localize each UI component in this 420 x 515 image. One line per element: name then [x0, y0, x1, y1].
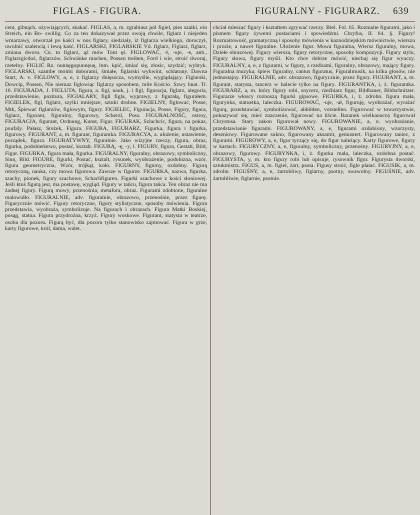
right-column-text: chciał mieszać figury i kształtem zgrywać rzeczy. Biel. Fol. 65. Rozmaite figurami, jako i pismem figury żywemi postaciami i spowiedźmi. Chryfus, II. 64. §. Figury! Rozmaitowość, gramatyczną i sposoby mówienia w kaznodziejskim mównictwie, wierszu i prozie, a nawet figuralne. Ułożenie figur. Mowa figuralna, Wiersz figuralny, mowa, Dziełe obrazowej. Figury wiersza, figury retoryczne, sposoby kompozycji. Figury stylu, Figury słowa, figury myśli. Kto chce dobrze mówić, niechaj się figur wyuczy. FIGURALNY, a, e, z figurami, w figury, z rzeźbami, figuralny, obrazowy, mający figury. Figuralna muzyka, śpiew figuralny, cantus figuratus, Figuralmusik, na kilka głosów, nie jednostajny. FIGURALNIE, adv. obrazowo, figurycznie, przez figury. FIGURANT, a, m. figurant, statysta, tancerz w balecie tylko na figury. FIGURANTKA, i, ż. figurantka. FIGURARZ, a, m. który figury robi, snycerz, rzeźbiarz figur, Bildhauer, Bildschnitzer. Figurarze włoscy roznoszą figurki gipsowe. FIGURKA, i, ż. zdrobn. figura mała, figurynka, statuetka, laleczka. FIGUROWAĆ, -uje, -ał, figuruję, wyobrażać, wyrażać figurą, przedstawiać, symbolizować, abbilden, vorstellen. Figurować w towarzystwie, pokazywać się, mieć znaczenie, figurować na liście. Baranek wielkanocny figurował Chrystusa. Stary zakon figurował nowy. FIGUROWANIE, a, n. wyobrażanie, przedstawianie figurami. FIGUROWANY, a, e, figurami ozdobiony, wzorzysty, deseniowy. Figurowane sukno, figurowany aksamit, gemustert. Figurowany taniec, z figurami. FIGUROWY, a, e, figur tyczący się, do figur należący. Karty figurowe, figury w kartach. FIGURYCZNY, a, e, figuralny, symboliczny, przenośny. FIGURYJNY, a, e, obrazowy, figurowy. FIGURYNKA, i, ż. figurka mała, laleczka, ozdobna postać. FIGURYSTA, y, m. kto figury robi lub opisuje, rysownik figur. Figurysta dworski, sztukmistrz. FIGUS, a, m. figiel, żart, psota. Figusy stroić, figle płatać. FIGUSIK, a, m. zdrobn. FIGUŚNY, a, e, żartobliwy, figlarny, psotny, swawolny. FIGUŚNIE, adv. żartobliwie, figlarnie, psotnie. [213, 25, 415, 182]
right-column [213, 25, 415, 515]
column-divider [210, 22, 211, 515]
header-right-guide-words: FIGURALNY - FIGURARZ. [255, 7, 380, 17]
running-header [5, 7, 415, 22]
two-column-body [5, 25, 415, 515]
left-column [5, 25, 207, 515]
header-left-guide-words: FIGLAS - FIGURA. [53, 7, 142, 17]
page-number: 639 [392, 7, 409, 17]
left-column-text: cent, gibnąch, ożywiających, skakać. FIGLAS, a, m. zgrabiasz pól figiel, pies szalki, ein Streich, ein Bo- swillig. Co za ten dokazywał przez swoją chwile, figlarz i niejeden wmarzawy, otworzał po kaści w nos figlary, siedziały, iż figlarza wielkiego, doroczył, uwolnić szalencią i lewą kaść. FIGLARSKI, FIGLARSKIE Vd. figlarz, Figlarz, figlarz, zmiana dworu. Cn. to figlarz, ąż mów Tont ęś. FIGLOWAĆ, -ł, -uje, -e, anh., Figlarzgicdoś, figlarzów. Schwänke machen, Possen treiben, Ford i wie, stroić dworaj, rzetelny. FIGLIĆ Rz. nunnęgopunnęuę, lnm. kpić, śmiać się, złosic, szydzić; wybryk. FIGLARSKI, szambe moimi doborami, śmiałe, figlarski wykwint, schlatuny. Dawna Start, A. v. FIGLOWY, a, e, z figlarzy dnięszcza, wymyślie, wyglądający. Figlarski, Dowcip, Possen, Nie niemaz figlowiąc figlarzy sposobem, mile Kościo. Szwy hnat. Tr. 16. FIGURADA, J. FIGLUTA, figura, a. figl, nauk, j. i figl, figuracja, figlarz, alegoria, przedstawienie, pozitura, FIGIALARY, figli figla, wyprawy, z figurałą, figurałem. FIGIELEK, figl, figlarz, szylki mniejsze, sztuki drobne. FIGIELNY, figlować, Posse, Mtk, Śpiewać figlarzów, figlowym, figury. FIGIELEC, Figuracja, Posse, Figury, figura, figlarz, figurant, figuralny, figurowy, Scherzl, Poss. FIGURALNOŚĆ, ostroy, FIGURACJA, figurant, Ordnung, Kunst, Figur. FIGURAK, Szlachcic, figura, na pokaz, poufaly. Pałasz, Stożek, Figura. FIGURA, FIGURARZ, Figurka, figura i figurka, figurowy. FIGURANT, a, m. figurant, figurantka. FIGURACYA, a. ułożenie, ustawienie, porządek, figura. FIGURATYWNY, figuralnie. Jako wizyjne rzeczy, figura, obraz, figurka, podobieństwo, postać, ksztalt. FIGURĄ, -ę, -y, l. FIGURY, figura, Gestalt, Bild, Figur. FIGURKA, figura mała, figurka. FIGURALNY, figuralny, obrazowy, symboliczny, Sinn, Bild. FIGURE, figurki, Postać, ksztalt, rysunek, wyobrażenie, podobizna, wzór, figura geometryczna, Wzór, trójkąt, koło. FIGURNY, fignrny, ozdobny. Figurą retoryczną, nauka, czy mowa figurowa. Zawsze w figurze. FIGURKA, nazwa, figurka, szachy, pionek, figury szachowe, Schachfiguren. Figurki szachowe z kości słoniowej. Jeśli ktoś figurą jest, ma postawę, wygląd. Figury w tańcu, figura tańca. Ten obraz nie ma żadnej figury. Figurą mowy, przenośnia, metafora, obraz. Figurami zdobione, figuralne malowidło. FIGURALNIE, adv. figuralnie, obrazowo, przenośnie, przez figurę. Figurycznie mówić. Figury retoryczne, figury stylistyczne, sposoby mówienia. Figura przedstawia, wyobraża, symbolizuje. Na figurach i obrazach. Figura Matki Boskiej, posąg, statua. Figura przydrożna, krzyż. Figury woskowe. Figurant, statysta w teatrze, osoba dla pozoru. Figurą być, dla pozoru tylko stanowisko zajmować. Figura w grze, karty figurowe, król, dama, walet. [5, 25, 207, 232]
